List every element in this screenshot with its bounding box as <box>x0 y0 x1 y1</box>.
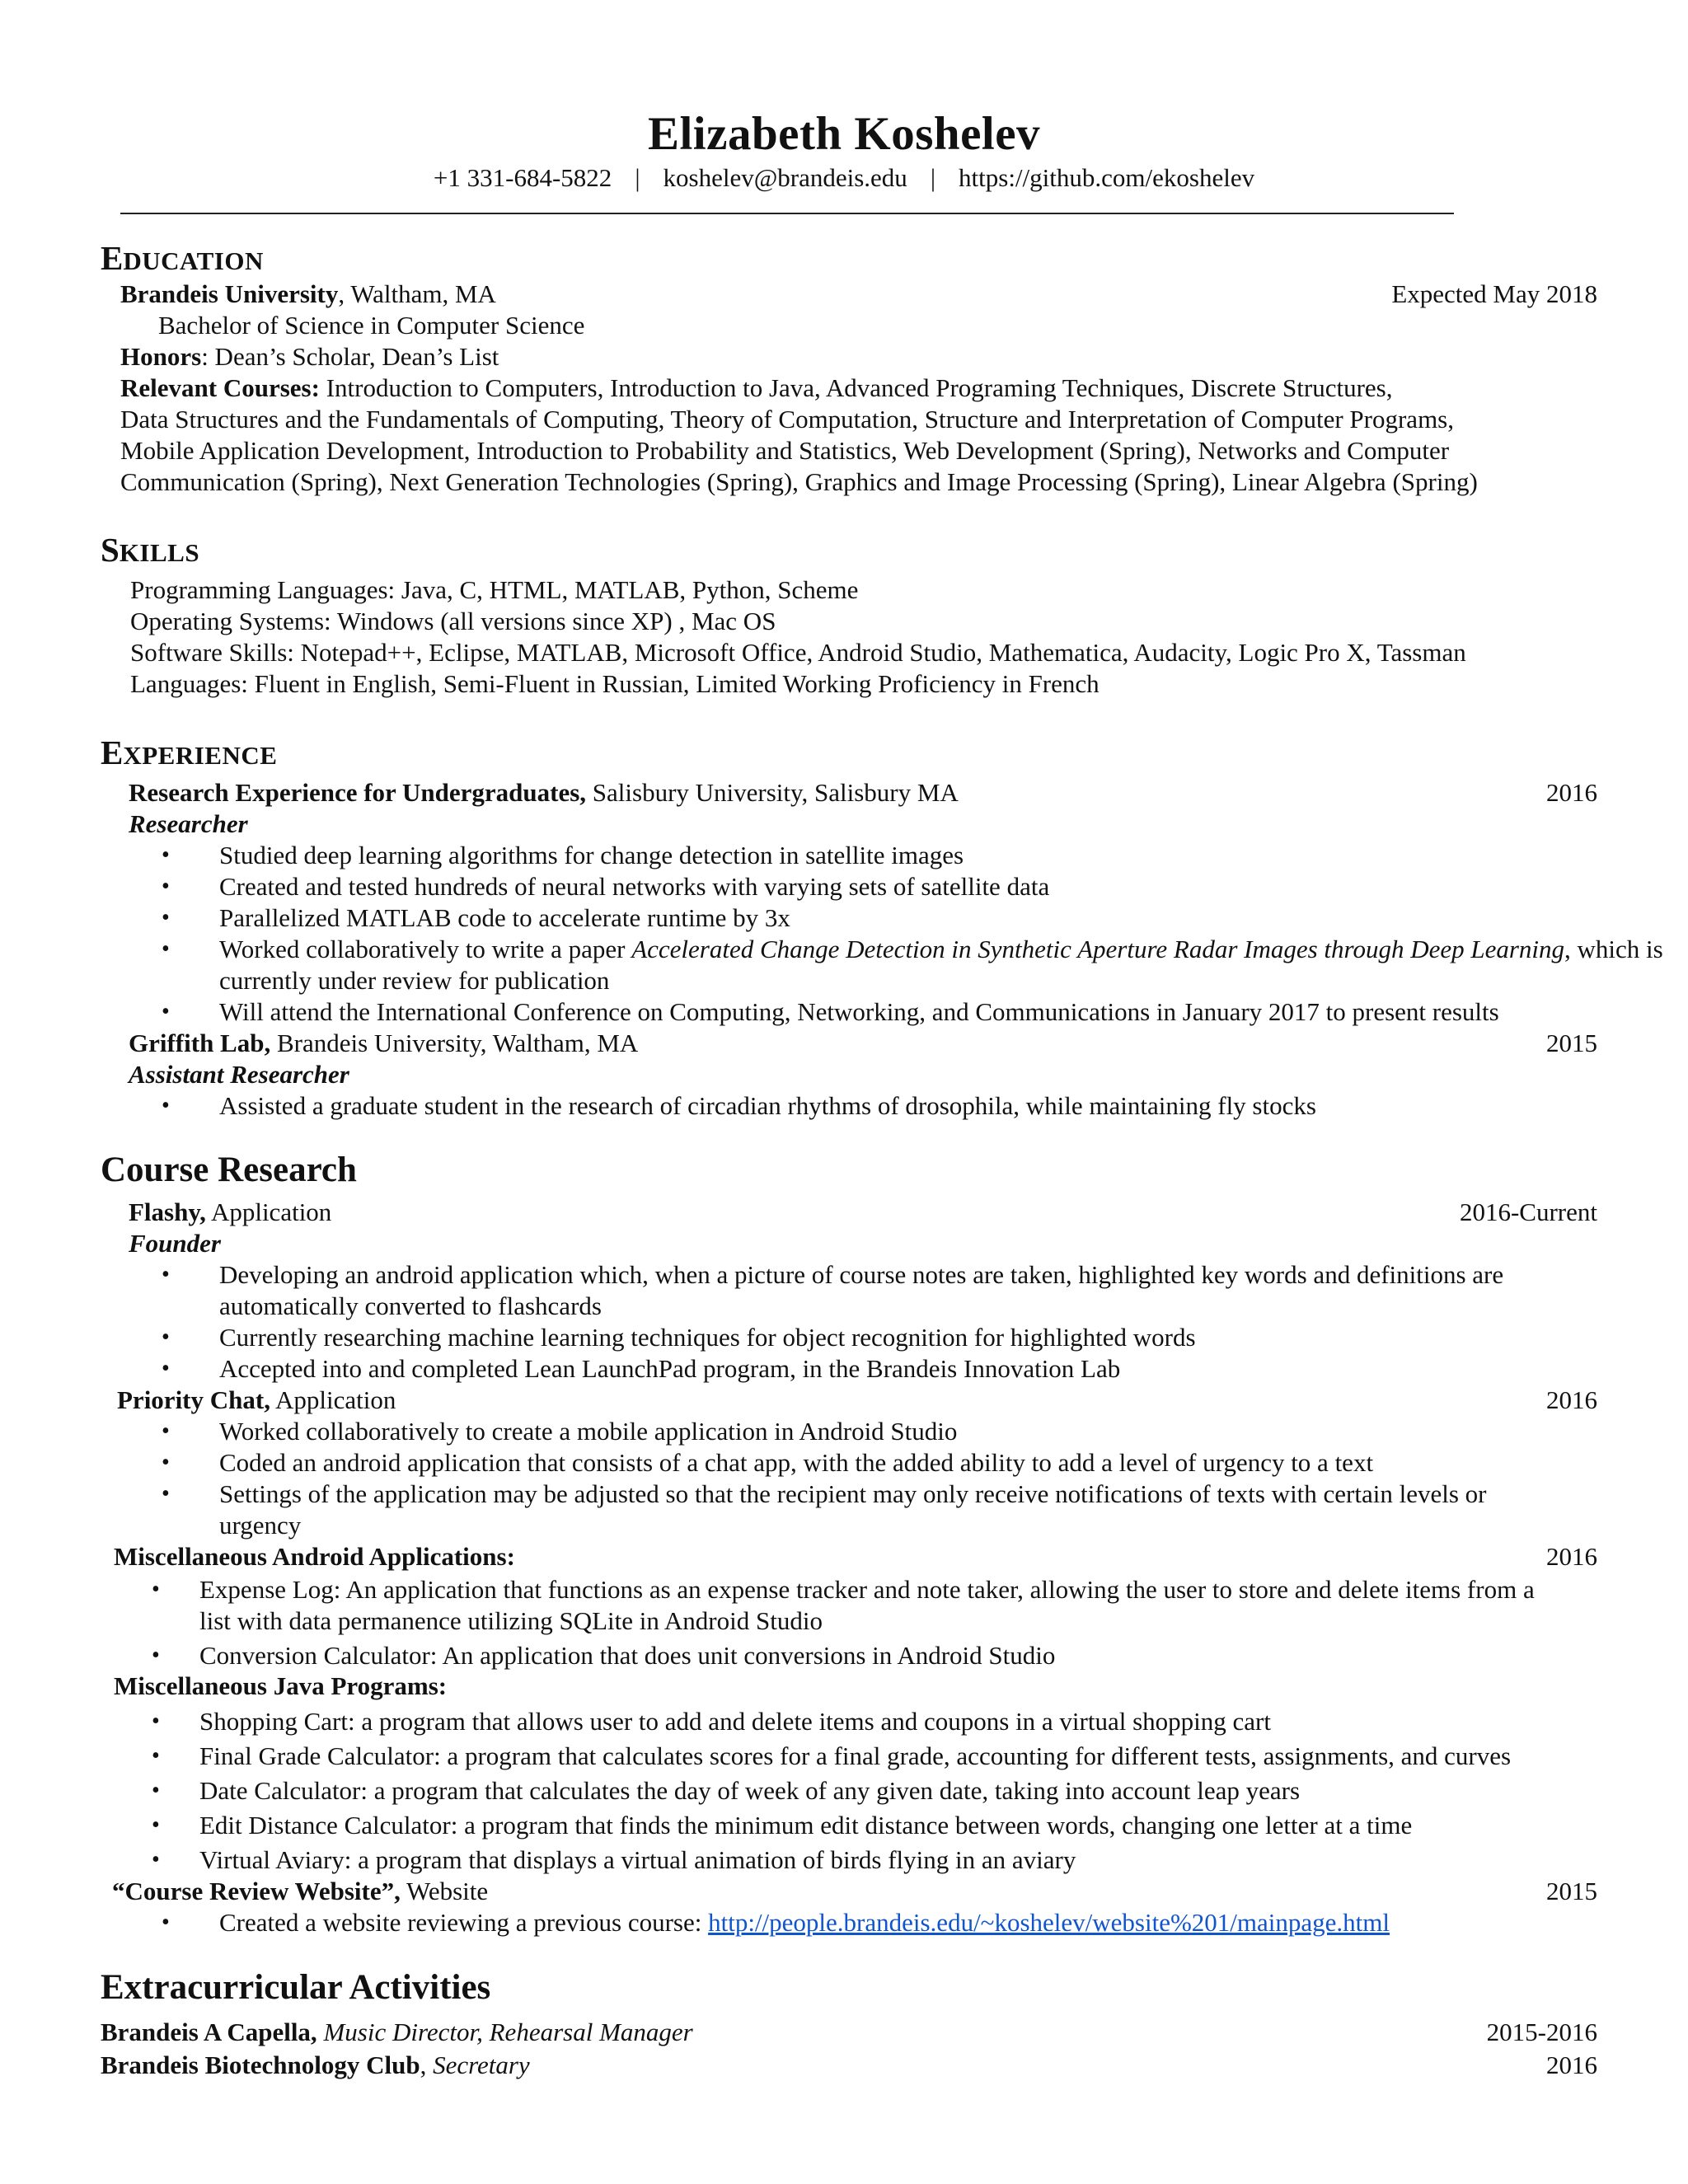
education-courses-line: Mobile Application Development, Introduction to Probability and Statistics, Web Development (Spring), Networks and Computer <box>120 436 1450 465</box>
project-bullet: Developing an android application which, when a picture of course notes are taken, highlighted key words and definitions are <box>219 1260 1504 1289</box>
project-title: Priority Chat, Application <box>117 1385 396 1414</box>
project-title: Flashy, Application <box>129 1197 332 1226</box>
contact-line <box>0 162 1688 194</box>
bullet-glyph: • <box>152 1812 160 1838</box>
header-divider <box>120 213 1454 214</box>
bullet-glyph: • <box>152 1577 160 1602</box>
bullet-glyph: • <box>162 1356 170 1381</box>
bullet-glyph: • <box>152 1743 160 1769</box>
activity-entry: Brandeis Biotechnology Club, Secretary <box>101 2050 530 2079</box>
project-bullet: Edit Distance Calculator: a program that finds the minimum edit distance between words, changing one letter at a time <box>199 1811 1413 1840</box>
experience-bullet: Assisted a graduate student in the research of circadian rhythms of drosophila, while maintaining fly stocks <box>219 1091 1316 1120</box>
skills-line: Software Skills: Notepad++, Eclipse, MATLAB, Microsoft Office, Android Studio, Mathematica, Audacity, Logic Pro X, Tassman <box>130 638 1466 667</box>
bullet-glyph: • <box>152 1643 160 1668</box>
project-title: Miscellaneous Java Programs: <box>114 1671 448 1700</box>
bullet-glyph: • <box>162 905 170 930</box>
bullet-glyph: • <box>152 1778 160 1803</box>
project-bullet: Final Grade Calculator: a program that calculates scores for a final grade, accounting for different tests, assignments, and curves <box>199 1741 1512 1770</box>
email-address: koshelev@brandeis.edu <box>663 163 907 192</box>
project-date: 2016 <box>1546 1385 1597 1414</box>
education-degree: Bachelor of Science in Computer Science <box>158 311 585 340</box>
experience-entry-date: 2016 <box>1546 778 1597 807</box>
bullet-glyph: • <box>162 874 170 899</box>
bullet-glyph: • <box>162 1481 170 1507</box>
experience-entry-title: Griffith Lab, Brandeis University, Waltham, MA <box>129 1029 639 1057</box>
extracurricular-heading: Extracurricular Activities <box>101 1968 491 2007</box>
bullet-glyph: • <box>162 1910 170 1935</box>
experience-bullet: Parallelized MATLAB code to accelerate runtime by 3x <box>219 903 790 932</box>
paper-title: Accelerated Change Detection in Synthetic Aperture Radar Images through Deep Learning <box>631 935 1565 963</box>
education-school-line: Brandeis University, Waltham, MA <box>120 279 496 308</box>
skills-line: Operating Systems: Windows (all versions since XP) , Mac OS <box>130 607 776 635</box>
project-bullet: Settings of the application may be adjusted so that the recipient may only receive notifications of texts with certain levels or <box>219 1479 1487 1508</box>
bullet-glyph: • <box>162 999 170 1024</box>
project-title: Miscellaneous Android Applications: <box>114 1542 515 1571</box>
education-honors: Honors: Dean’s Scholar, Dean’s List <box>120 342 499 371</box>
project-date: 2015 <box>1546 1877 1597 1905</box>
bullet-glyph: • <box>162 1324 170 1350</box>
github-url: https://github.com/ekoshelev <box>959 163 1255 192</box>
experience-entry-date: 2015 <box>1546 1029 1597 1057</box>
course-website-link[interactable]: http://people.brandeis.edu/~koshelev/website%201/mainpage.html <box>708 1908 1390 1937</box>
bullet-glyph: • <box>162 1093 170 1118</box>
experience-heading: EXPERIENCE <box>101 733 278 771</box>
skills-line: Languages: Fluent in English, Semi-Fluent in Russian, Limited Working Proficiency in French <box>130 669 1100 698</box>
skills-line: Programming Languages: Java, C, HTML, MATLAB, Python, Scheme <box>130 575 859 604</box>
bullet-glyph: • <box>162 1418 170 1444</box>
bullet-glyph: • <box>162 1262 170 1287</box>
activity-entry: Brandeis A Capella, Music Director, Rehearsal Manager <box>101 2018 693 2046</box>
project-bullet: Currently researching machine learning techniques for object recognition for highlighted words <box>219 1323 1196 1352</box>
project-bullet: Date Calculator: a program that calculates the day of week of any given date, taking into account leap years <box>199 1776 1301 1805</box>
education-heading: EDUCATION <box>101 239 264 277</box>
bullet-glyph: • <box>152 1847 160 1872</box>
education-courses-line: Data Structures and the Fundamentals of Computing, Theory of Computation, Structure and Interpretation of Computer Programs, <box>120 405 1454 434</box>
project-bullet: Virtual Aviary: a program that displays a virtual animation of birds flying in an aviary <box>199 1845 1076 1874</box>
contact-separator: | <box>930 163 936 192</box>
project-bullet: Coded an android application that consists of a chat app, with the added ability to add a level of urgency to a text <box>219 1448 1374 1477</box>
experience-bullet: Created and tested hundreds of neural networks with varying sets of satellite data <box>219 872 1050 901</box>
candidate-name: Elizabeth Koshelev <box>647 108 1041 160</box>
project-bullet: Expense Log: An application that functions as an expense tracker and note taker, allowing the user to store and delete items from a <box>199 1575 1535 1604</box>
project-date: 2016-Current <box>1459 1197 1597 1226</box>
project-bullet-continuation: urgency <box>219 1511 302 1540</box>
education-date: Expected May 2018 <box>1391 279 1597 308</box>
experience-entry-title: Research Experience for Undergraduates, Salisbury University, Salisbury MA <box>129 778 959 807</box>
bullet-glyph: • <box>152 1708 160 1734</box>
skills-heading: SKILLS <box>101 531 200 569</box>
contact-separator: | <box>635 163 640 192</box>
project-bullet: Conversion Calculator: An application that does unit conversions in Android Studio <box>199 1641 1056 1670</box>
project-bullet: Accepted into and completed Lean LaunchPad program, in the Brandeis Innovation Lab <box>219 1354 1121 1383</box>
activity-date: 2016 <box>1546 2050 1597 2079</box>
project-bullet: Worked collaboratively to create a mobile application in Android Studio <box>219 1417 958 1446</box>
project-role: Founder <box>129 1229 221 1258</box>
experience-role: Assistant Researcher <box>129 1060 349 1089</box>
phone-number: +1 331-684-5822 <box>433 163 612 192</box>
project-bullet: Shopping Cart: a program that allows user to add and delete items and coupons in a virtual shopping cart <box>199 1707 1271 1736</box>
education-courses-line: Relevant Courses: Introduction to Computers, Introduction to Java, Advanced Programing Techniques, Discrete Structures, <box>120 373 1393 402</box>
course-research-heading: Course Research <box>101 1151 357 1189</box>
project-bullet-continuation: automatically converted to flashcards <box>219 1291 602 1320</box>
education-courses-line: Communication (Spring), Next Generation Technologies (Spring), Graphics and Image Processing (Spring), Linear Algebra (Spring) <box>120 467 1478 496</box>
bullet-glyph: • <box>162 842 170 868</box>
experience-bullet-continuation: currently under review for publication <box>219 966 610 995</box>
project-date: 2016 <box>1546 1542 1597 1571</box>
experience-bullet: Studied deep learning algorithms for change detection in satellite images <box>219 841 964 869</box>
project-bullet-continuation: list with data permanence utilizing SQLite in Android Studio <box>199 1606 823 1635</box>
experience-bullet: Will attend the International Conference on Computing, Networking, and Communications in January 2017 to present results <box>219 997 1499 1026</box>
bullet-glyph: • <box>162 936 170 962</box>
activity-date: 2015-2016 <box>1486 2018 1597 2046</box>
experience-bullet: Worked collaboratively to write a paper Accelerated Change Detection in Synthetic Aperture Radar Images through Deep Learning, which is <box>219 935 1663 963</box>
bullet-glyph: • <box>162 1450 170 1475</box>
project-bullet: Created a website reviewing a previous course: http://people.brandeis.edu/~koshelev/website%201/mainpage.html <box>219 1908 1390 1937</box>
experience-role: Researcher <box>129 809 248 838</box>
project-title: “Course Review Website”, Website <box>112 1877 489 1905</box>
